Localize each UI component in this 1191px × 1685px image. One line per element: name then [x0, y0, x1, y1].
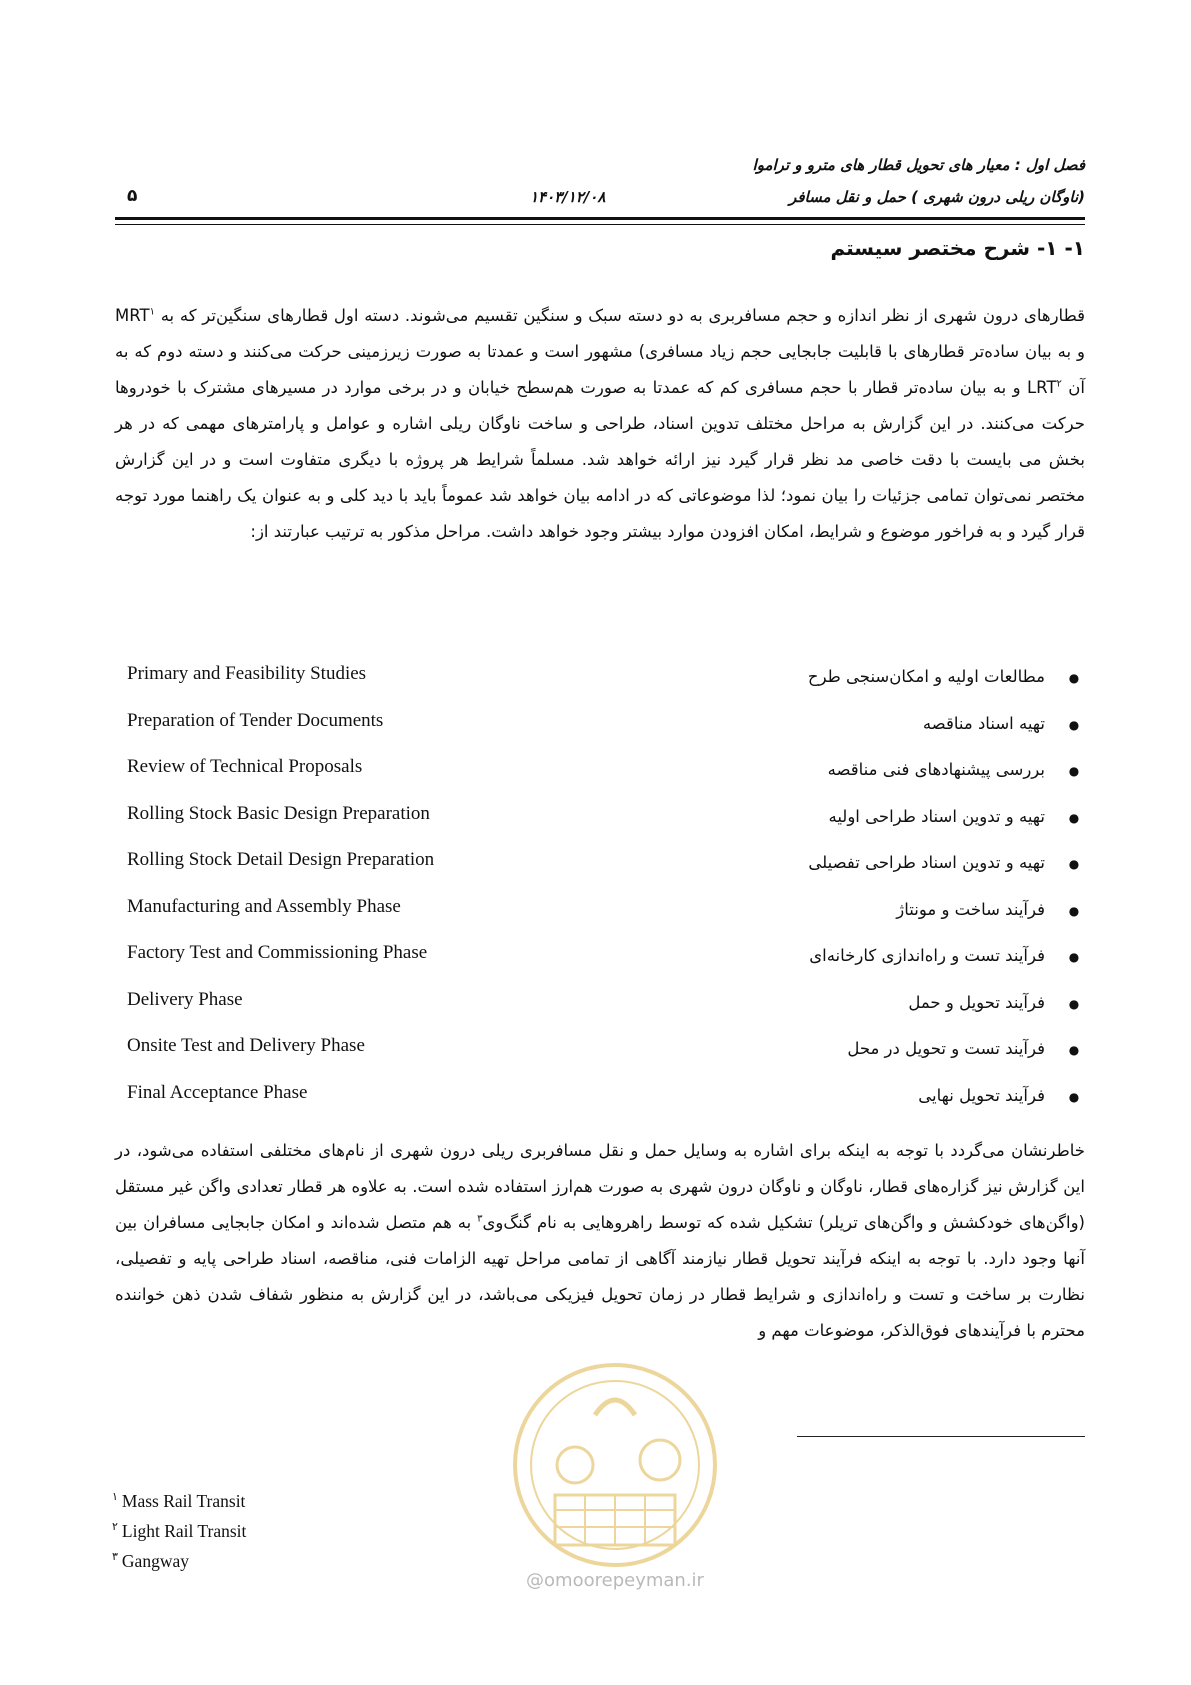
intro-text-b: و به بیان ساده‌تر قطارهای با قابلیت جابجایی حجم زیاد مسافری) مشهور است و عمدتا به صورت زیرزمینی حرکت می‌کنند و دسته دوم که به آن	[115, 342, 1085, 397]
phase-fa	[808, 667, 1085, 686]
section-title: ۱- ۱- شرح مختصر سیستم	[830, 236, 1085, 260]
bullet-icon: ●	[1068, 903, 1080, 918]
intro-text-c: و به بیان ساده‌تر قطار با حجم مسافری کم که عمدتا به صورت هم‌سطح خیابان و در برخی موارد در مسیرهای مشترک با خودروها حرکت می‌کنند. در این گزارش به مراحل مختلف تدوین اسناد، طراحی و ساخت ناوگان ریلی اشاره و عوامل و پارامترهای مهمی که در هر بخش می بایست با دقت خاصی مد نظر قرار گیرد نیز ارائه خواهد شد. مسلماً شرایط هر پروژه با دیگری متفاوت است و در این گزارش مختصر نمی‌توان تمامی جزئیات را بیان نمود؛ لذا موضوعاتی که در ادامه بیان خواهد شد عموماً باید با دید کلی و به عنوان یک راهنما مورد توجه قرار گیرد و به فراخور موضوع و شرایط، امکان افزودن موارد بیشتر وجود خواهد داشت. مراحل مذکور به ترتیب عبارتند از:	[115, 378, 1085, 541]
phase-fa-label: فرآیند تست و تحویل در محل	[847, 1039, 1045, 1058]
chapter-subtitle: (ناوگان ریلی درون شهری ) حمل و نقل مسافر	[789, 188, 1085, 206]
mrt-label: MRT	[115, 306, 150, 325]
phase-fa-label: تهیه و تدوین اسناد طراحی تفصیلی	[808, 853, 1045, 872]
note-text-a: خاطرنشان می‌گردد با توجه به اینکه برای اشاره به وسایل حمل و نقل مسافربری ریلی درون شهری از نام‌های مختلفی استفاده می‌شود، در این گزارش نیز گزاره‌های قطار، ناوگان و ناوگان درون شهری به صورت هم‌ارز استفاده شده است. به علاوه هر قطار تعدادی واگن غیر مستقل (واگن‌های خودکشش و واگن‌های تریلر) تشکیل شده که توسط راهروهایی به نام گنگ‌وی	[115, 1141, 1085, 1232]
phase-en-label: Rolling Stock Basic Design Preparation	[127, 802, 430, 824]
bullet-icon: ●	[1068, 764, 1080, 778]
phase-fa-label: فرآیند تحویل نهایی	[918, 1085, 1045, 1105]
header-date: ۱۴۰۳/۱۲/۰۸	[530, 188, 606, 206]
bullet-icon: ●	[1068, 1089, 1080, 1104]
footnote-ref-3: ۳	[477, 1213, 483, 1225]
watermark-url: @omoorepeyman.ir	[526, 1570, 704, 1591]
phase-item	[115, 989, 1085, 1036]
phase-fa-label: تهیه و تدوین اسناد طراحی اولیه	[828, 806, 1045, 826]
phase-en-label: Onsite Test and Delivery Phase	[127, 1035, 365, 1056]
footnote-item	[112, 1546, 246, 1576]
chapter-title: فصل اول : معیار های تحویل قطار های مترو و تراموا	[752, 156, 1085, 174]
header-rule-thin	[115, 224, 1085, 225]
phase-fa	[847, 1039, 1085, 1058]
phase-en-label: Primary and Feasibility Studies	[127, 663, 367, 684]
bullet-icon: ●	[1068, 671, 1080, 685]
phase-fa	[809, 946, 1085, 965]
phase-fa	[908, 993, 1085, 1012]
phase-fa	[923, 714, 1085, 733]
footnote-list	[112, 1486, 246, 1576]
phase-fa	[828, 760, 1085, 779]
phase-item	[115, 710, 1085, 757]
phase-en-label: Delivery Phase	[127, 988, 243, 1010]
footnote-ref-1: ۱	[149, 306, 155, 318]
note-paragraph	[115, 1133, 1085, 1349]
footnote-text: Light Rail Transit	[121, 1521, 247, 1541]
page-header	[115, 148, 1085, 216]
phase-en-label: Preparation of Tender Documents	[127, 709, 384, 731]
phase-fa	[896, 900, 1085, 919]
bullet-icon: ●	[1068, 857, 1080, 871]
phase-en-label: Manufacturing and Assembly Phase	[127, 895, 401, 917]
footnote-text: Gangway	[121, 1551, 189, 1571]
phase-en-label: Factory Test and Commissioning Phase	[127, 942, 428, 963]
lrt-term	[1027, 378, 1062, 397]
footnote-text: Mass Rail Transit	[121, 1491, 246, 1511]
bullet-icon: ●	[1068, 996, 1080, 1011]
phase-item	[115, 896, 1085, 943]
watermark-seal	[485, 1345, 745, 1595]
phase-item	[115, 942, 1085, 989]
note-text-b: به هم متصل شده‌اند و امکان جابجایی مسافران بین آنها وجود دارد. با توجه به اینکه فرآیند تحویل قطار نیازمند آگاهی از تمامی مراحل تهیه الزامات فنی، مناقصه، اسناد طراحی پایه و تفصیلی، نظارت بر ساخت و تست و راه‌اندازی و شرایط قطار در زمان تحویل فیزیکی می‌باشد، در این گزارش به منظور شفاف شدن ذهن خواننده محترم با فرآیندهای فوق‌الذکر، موضوعات مهم و	[115, 1213, 1085, 1340]
phase-en-label: Review of Technical Proposals	[127, 756, 363, 777]
bullet-icon: ●	[1068, 1043, 1080, 1057]
bullet-icon: ●	[1068, 810, 1080, 825]
intro-text-a: قطارهای درون شهری از نظر اندازه و حجم مسافربری به دو دسته سبک و سنگین تقسیم می‌شوند. دسته اول قطارهای سنگین‌تر که به	[154, 306, 1085, 325]
phase-fa-label: مطالعات اولیه و امکان‌سنجی طرح	[807, 667, 1045, 686]
phase-fa-label: فرآیند ساخت و مونتاژ	[896, 899, 1045, 919]
footnote-ref-2: ۲	[1056, 378, 1062, 390]
footnote-number: ۱	[112, 1491, 118, 1503]
phase-fa-label: بررسی پیشنهادهای فنی مناقصه	[827, 760, 1045, 779]
phase-item	[115, 1082, 1085, 1129]
phase-fa-label: تهیه اسناد مناقصه	[922, 713, 1045, 733]
phase-fa-label: فرآیند تست و راه‌اندازی کارخانه‌ای	[809, 946, 1045, 965]
footnote-item	[112, 1516, 246, 1546]
phase-item	[115, 803, 1085, 850]
phase-fa-label: فرآیند تحویل و حمل	[908, 992, 1045, 1012]
phase-item	[115, 1035, 1085, 1082]
footnote-item	[112, 1486, 246, 1516]
phase-en-label: Rolling Stock Detail Design Preparation	[127, 849, 435, 870]
page-number: ۵	[127, 186, 138, 206]
phase-fa	[918, 1086, 1085, 1105]
phase-item	[115, 663, 1085, 710]
phase-item	[115, 756, 1085, 803]
mrt-term	[115, 306, 155, 325]
phase-en-label: Final Acceptance Phase	[127, 1081, 308, 1103]
intro-paragraph	[115, 298, 1085, 550]
footnote-number: ۳	[112, 1551, 118, 1563]
footnote-number: ۲	[112, 1521, 118, 1533]
bullet-icon: ●	[1068, 717, 1080, 732]
lrt-label: LRT	[1026, 378, 1057, 397]
phase-item	[115, 849, 1085, 896]
phase-fa	[808, 853, 1085, 872]
phase-fa	[828, 807, 1085, 826]
bullet-icon: ●	[1068, 950, 1080, 964]
phase-list	[115, 663, 1085, 1128]
footnote-separator	[797, 1436, 1085, 1437]
header-rule-thick	[115, 217, 1085, 220]
